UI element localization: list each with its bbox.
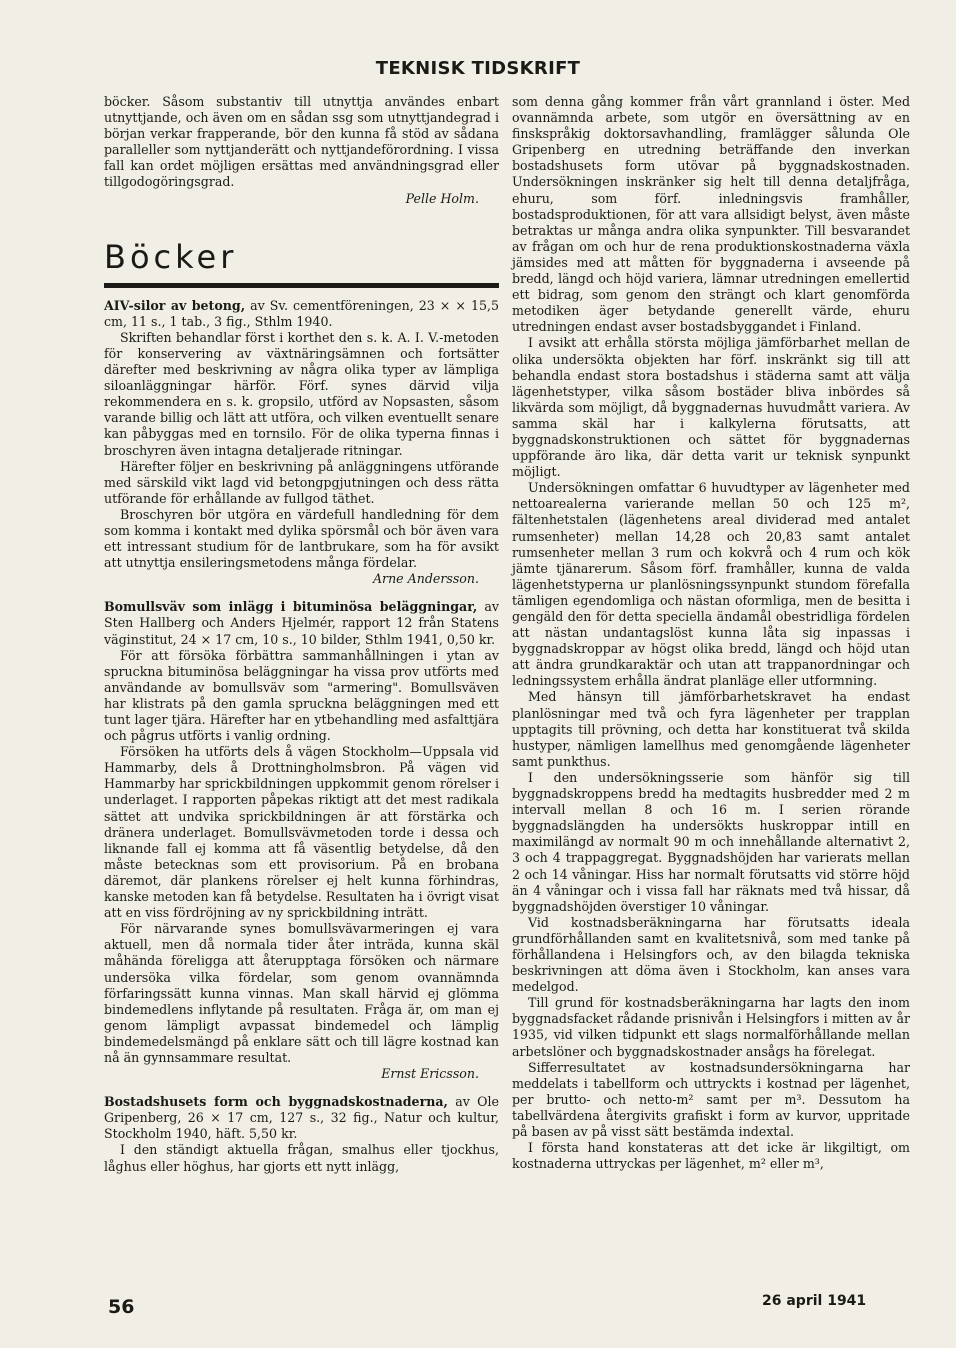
review3-paragraph: I avsikt att erhålla största möjliga jämförbarhet mellan de olika undersökta objekten har förf. inskränkt sig till att behandla endast stora bostadshus i städerna samt att välja lägenhetstyper, vilka såsom bostäder bliva inbördes så likvärda som möjligt, då byggnadernas huvudmått variera. Av samma skäl har i kalkylerna förutsatts, att byggnadskonstruktionen och sättet för byggnadernas uppförande äro lika, där detta varit ur teknisk synpunkt möjligt. [512, 335, 910, 480]
intro-signature: Pelle Holm. [405, 190, 479, 206]
review3-paragraph: Med hänsyn till jämförbarhetskravet ha endast planlösningar med två och fyra lägenheter per trapplan upptagits till prövning, och detta har konstituerat två skilda hustyper, nämligen lamellhus med genomgående lägenheter samt punkthus. [512, 689, 910, 769]
review2-title: Bomullsväv som inlägg i bituminösa beläggningar, [104, 599, 478, 615]
intro-paragraph: böcker. Såsom substantiv till utnyttja användes enbart utnyttjande, och även om en sådan ssg som utnyttjandegrad i början verkar frapperande, bör den kunna få stöd av sådana paralleller som nyttjanderätt och nyttjandeförordning. I vissa fall kan ordet möjligen ersättas med användningsgrad eller tillgodogöringsgrad. [104, 94, 499, 190]
section-title: Böcker [104, 237, 238, 276]
review3-continuation: som denna gång kommer från vårt grannland i öster. Med ovannämnda arbete, som utgör en översättning av en finskspråkig doktorsavhandling, framlägger sålunda Ole Gripenberg en utredning beträffande den inverkan bostadshusets form utövar på byggnadskostnaden. Undersökningen inskränker sig helt till denna detaljfråga, ehuru, som förf. inledningsvis framhåller, bostadsproduktionen, för att vara allsidigt belyst, även måste betraktas ur många andra olika synpunkter. Till besvarandet av frågan om och hur de rena produktionskostnaderna växla jämsides med att måtten för byggnaderna i avseende på bredd, längd och höjd variera, lämnar utredningen emellertid ett bidrag, som genom den strängt och klart genomförda metodiken äger betydande generellt värde, ehuru utredningen endast avser bostadsbyggandet i Finland. [512, 94, 910, 335]
right-column [512, 94, 910, 1172]
review3-citation: av Ole Gripenberg, 26 × 17 cm, 127 s., 32 fig., Natur och kultur, Stockholm 1940, häft. 5,50 kr. [104, 1094, 499, 1142]
review2-paragraph: Försöken ha utförts dels å vägen Stockholm—Uppsala vid Hammarby, dels å Drottningholmsbron. På vägen vid Hammarby har sprickbildningen uppkommit genom rörelser i underlaget. I rapporten påpekas riktigt att det mest radikala sättet att undvika sprickbildningen är att förstärka och dränera underlaget. Bomullsvävmetoden torde i dessa och liknande fall ej komma att få väsentlig betydelse, då den måste betecknas som ett provisorium. På en brobana däremot, där plankens rörelser ej helt kunna förhindras, kanske metoden kan få betydelse. Resultaten ha i övrigt visat att en viss fördröjning av ny sprickbildning inträtt. [104, 744, 499, 921]
review2-paragraph: För närvarande synes bomullsvävarmeringen ej vara aktuell, men då normala tider åter inträda, kunna skäl måhända föreligga att återupptaga försöken och närmare undersöka vilka fördelar, som genom ovannämnda förfaringssätt kunna vinnas. Man skall härvid ej glömma bindemedlens inflytande på resultaten. Fråga är, om man ej genom lämpligt avpassat bindemedel och lämplig bindemedelsmängd på enklare sätt och till lägre kostnad kan nå än gynnsammare resultat. [104, 921, 499, 1065]
spacer [104, 587, 499, 599]
review3-paragraph: Sifferresultatet av kostnadsundersökningarna har meddelats i tabellform och uttryckts i kostnad per lägenhet, per brutto- och netto-m² samt per m³. Dessutom ha tabellvärdena återgivits grafiskt i form av kurvor, uppritade på basen av på visst sätt bestämda indextal. [512, 1059, 910, 1139]
review2-signature: Ernst Ericsson. [381, 1066, 479, 1082]
review3-title: Bostadshusets form och byggnadskostnaderna, [104, 1094, 448, 1110]
section-rule [104, 283, 499, 288]
review1-paragraph: Broschyren bör utgöra en värdefull handledning för dem som komma i kontakt med dylika spörsmål och bör även vara ett intressant studium för de lantbrukare, som ha för avsikt att utnyttja ensileringsmetodens många fördelar. [104, 506, 499, 571]
page-number: 56 [108, 1296, 135, 1318]
issue-date: 26 april 1941 [762, 1293, 867, 1309]
spacer [104, 1082, 499, 1094]
left-column [104, 94, 499, 1175]
review3-paragraph: Till grund för kostnadsberäkningarna har lagts den inom byggnadsfacket rådande prisnivån i Helsingfors i mitten av år 1935, vid vilken tidpunkt ett slags normalförhållande mellan arbetslöner och byggnadskostnader ansågs ha förelegat. [512, 995, 910, 1059]
review3-heading [104, 1094, 499, 1142]
review1-title: AIV-silor av betong, [104, 297, 246, 313]
review1-paragraph: Skriften behandlar först i korthet den s. k. A. I. V.-metoden för konservering av växtnäringsämnen och fortsätter därefter med beskrivning av några olika typer av lämpliga siloanläggningar härför. Förf. synes därvid vilja rekommendera en s. k. gropsilo, utförd av Nopsasten, såsom varande billig och lätt att utföra, och vilken eventuellt senare kan påbyggas med en tornsilo. För de olika typerna finnas i broschyren även intagna detaljerade ritningar. [104, 329, 499, 458]
review2-heading [104, 599, 499, 647]
journal-header: TEKNISK TIDSKRIFT [375, 58, 581, 79]
review2-paragraph: För att försöka förbättra sammanhållningen i ytan av spruckna bituminösa beläggningar ha vissa prov utförts med användande av bomullsväv som "armering". Bomullsväven har klistrats på den gamla spruckna beläggningen med ett tunt lager tjära. Härefter har en ytbehandling med asfalttjära och pågrus utförts i vanlig ordning. [104, 647, 499, 744]
review3-paragraph: Vid kostnadsberäkningarna har förutsatts ideala grundförhållanden samt en kvalitetsnivå, som med tanke på förhållandena i Helsingfors och, av den bilagda tekniska beskrivningen att döma även i Stockholm, kan anses vara medelgod. [512, 914, 910, 995]
review1-heading [104, 298, 499, 330]
review1-signature: Arne Andersson. [372, 571, 479, 587]
review1-paragraph: Härefter följer en beskrivning på anläggningens utförande med särskild vikt lagd vid betongpgjutningen och dess rätta utförande för erhållande av fullgod täthet. [104, 458, 499, 506]
review3-paragraph: Undersökningen omfattar 6 huvudtyper av lägenheter med nettoarealerna varierande mellan 50 och 125 m², fältenhetstalen (lägenhetens areal dividerad med antalet rumsenheter) mellan 14,28 och 20,83 samt antalet rumsenheter mellan 3 rum och kokvrå och 4 rum och kök jämte tjänarerum. Såsom förf. framhåller, kunna de valda lägenhetstyperna ur planlösningssynpunkt stundom förefalla tämligen egendomliga och nästan oformliga, men de besitta i gengäld den för detta speciella ändamål obestridliga fördelen att nästan undantagslöst kunna låta sig inpassas i byggnadskroppar av högst olika bredd, längd och höjd utan att ändra grundkaraktär och utan att trappanordningar och ledningssystem erhålla ändrat planläge eller utformning. [512, 480, 910, 689]
review1-citation: av Sv. cementföreningen, 23 × × 15,5 cm, 11 s., 1 tab., 3 fig., Sthlm 1940. [104, 297, 499, 329]
review3-paragraph: I första hand konstateras att det icke är likgiltigt, om kostnaderna uttryckas per lägenhet, m² eller m³, [512, 1140, 910, 1172]
review2-citation: av Sten Hallberg och Anders Hjelmér, rapport 12 från Statens väginstitut, 24 × 17 cm, 10 s., 10 bilder, Sthlm 1941, 0,50 kr. [104, 599, 499, 647]
review3-paragraph: I den ständigt aktuella frågan, smalhus eller tjockhus, låghus eller höghus, har gjorts ett nytt inlägg, [104, 1142, 499, 1174]
review3-paragraph: I den undersökningsserie som hänför sig till byggnadskroppens bredd ha medtagits husbredder med 2 m intervall mellan 8 och 16 m. I serien rörande byggnadslängden ha undersökts huskroppar intill en maximilängd av normalt 90 m och innehållande alternativt 2, 3 och 4 trappaggregat. Byggnadshöjden har varierats mellan 2 och 14 våningar. Hiss har normalt förutsatts vid större höjd än 4 våningar och i vissa fall har räknats med två hissar, då byggnadshöjden överstiger 10 våningar. [512, 769, 910, 914]
